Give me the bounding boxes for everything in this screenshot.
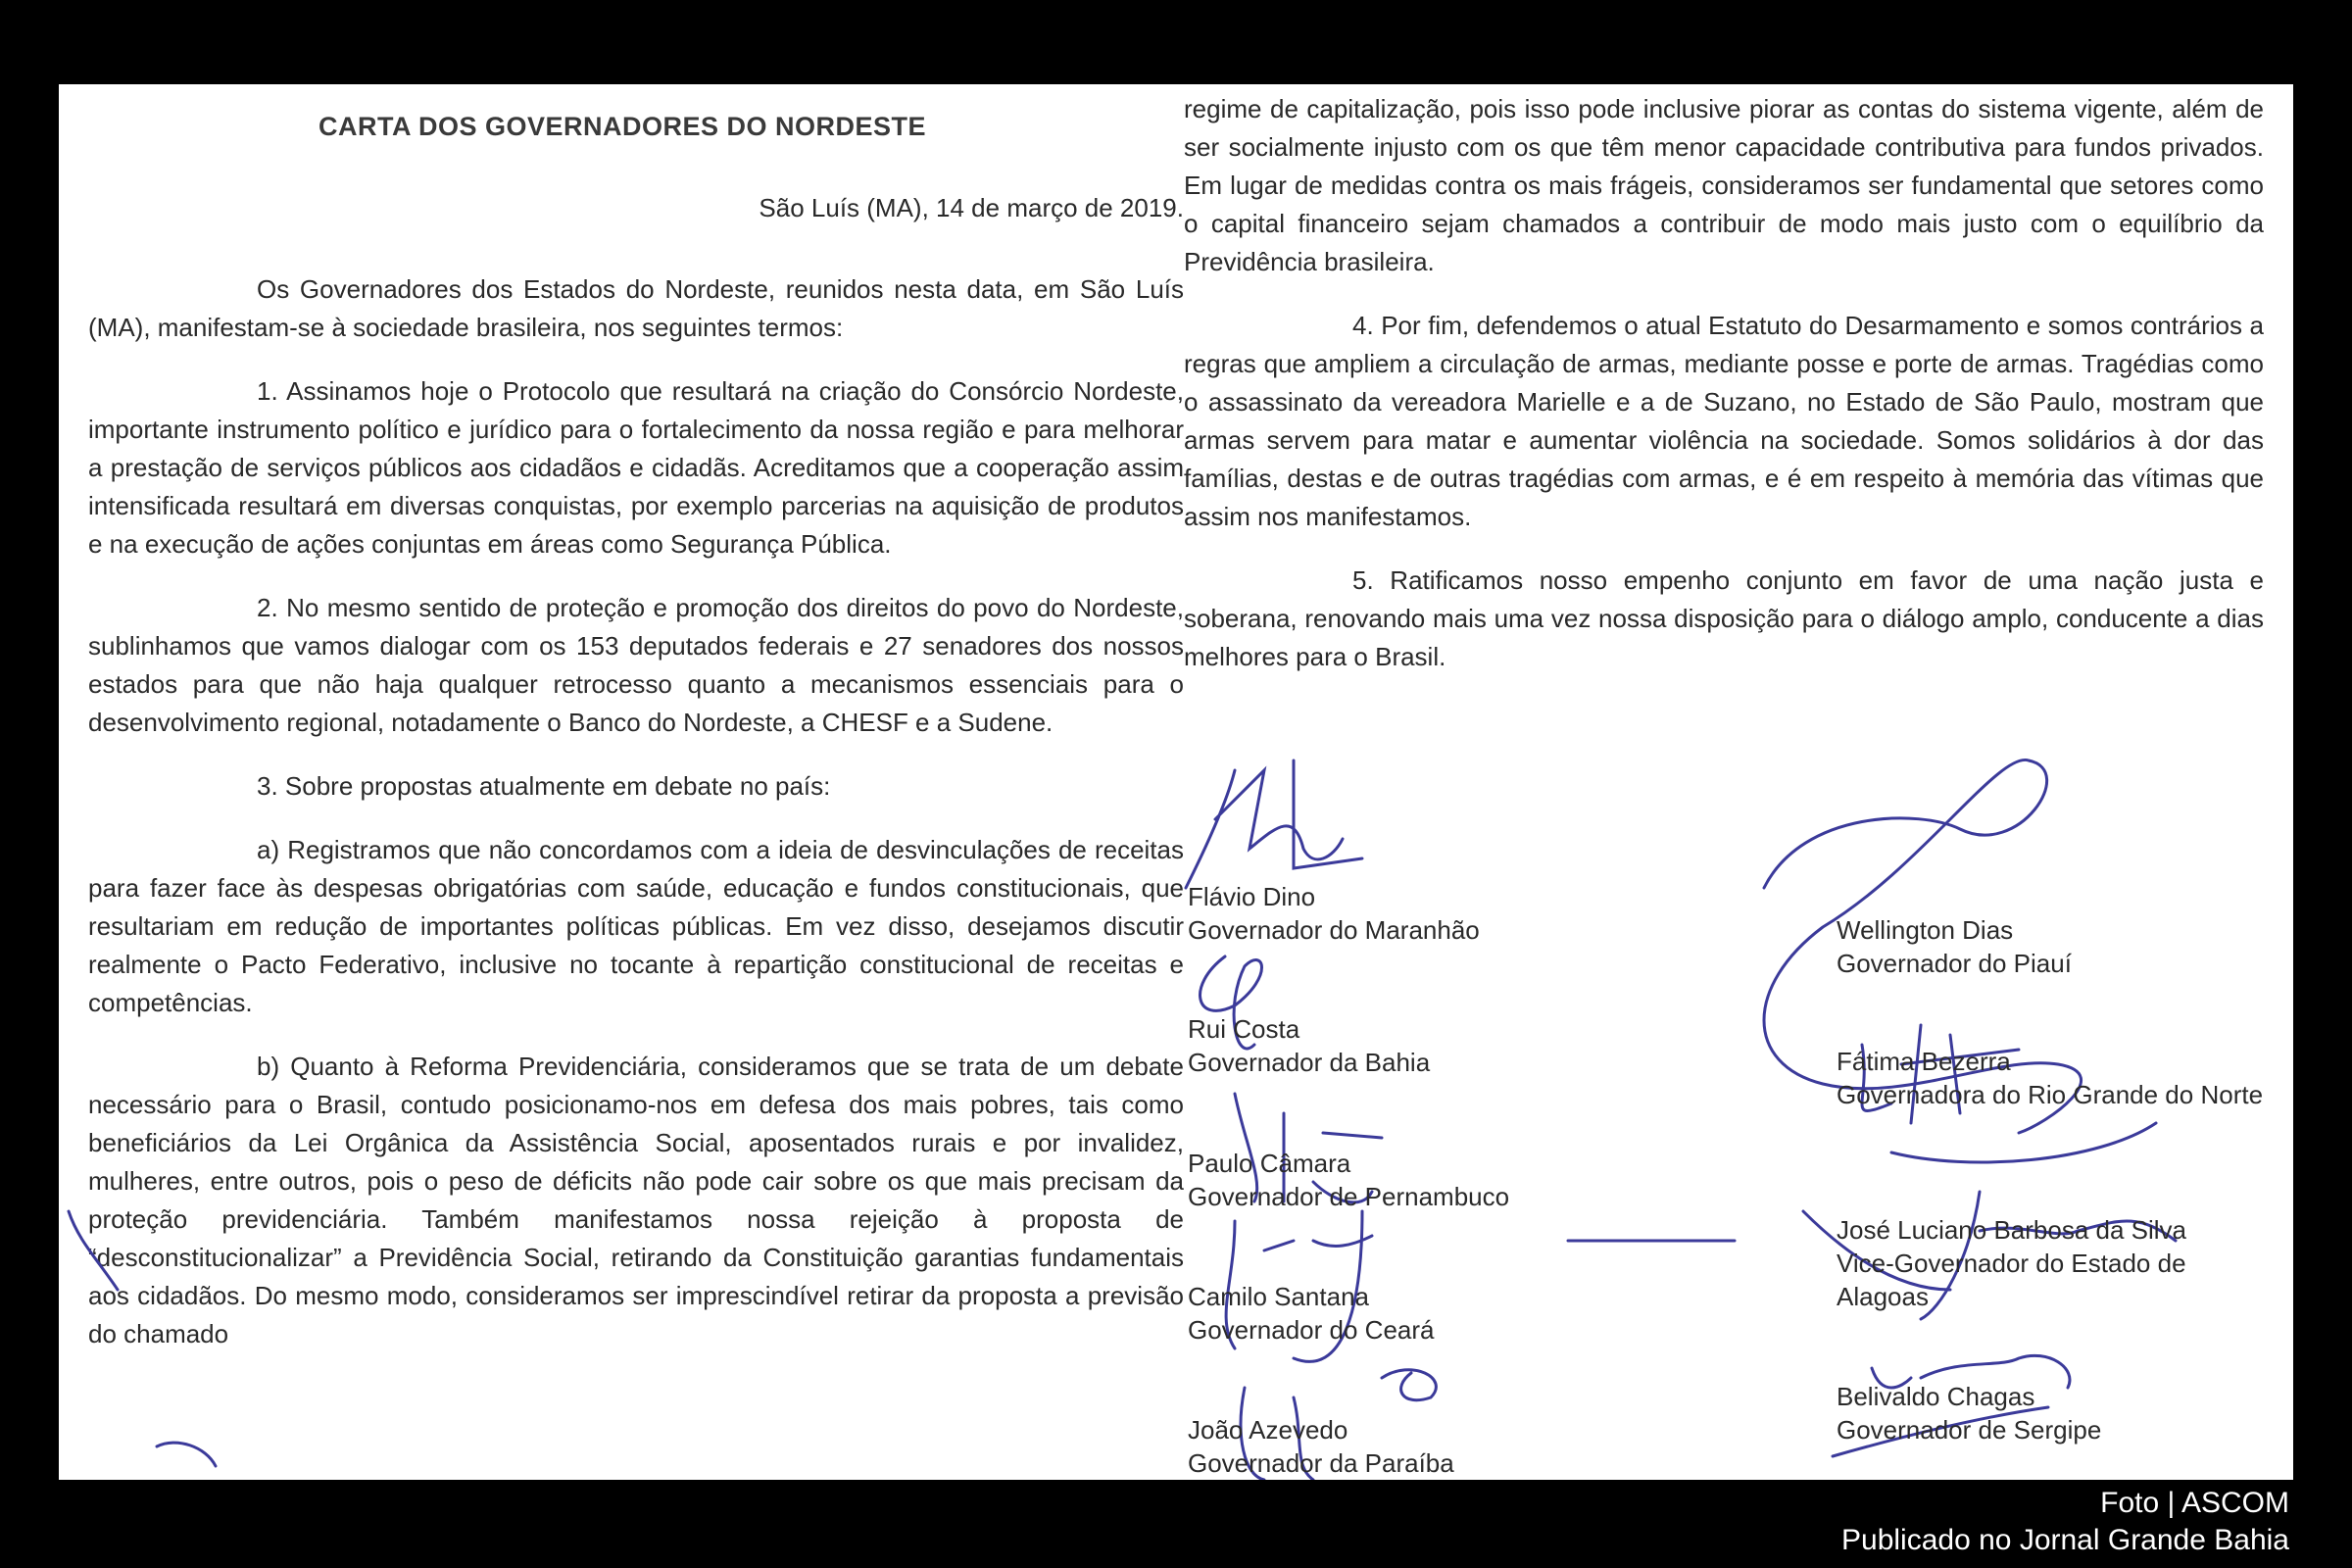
signatory-role: Vice-Governador do Estado de Alagoas — [1837, 1249, 2186, 1311]
paragraph-4: 4. Por fim, defendemos o atual Estatuto do Desarmamento e somos contrários a regras que ampliem a circulação de armas, mediante posse e porte de armas. Tragédias como o assassinato da vereadora Marielle e a de Suzano, no Estado de São Paulo, mostram que armas servem para matar e aumentar violência na sociedade. Somos solidários à dor das famílias, destas e de outras tragédias com armas, e é em respeito à memória das vítimas que assim nos manifestamos. — [1184, 311, 2264, 531]
signatory-role: Governador do Piauí — [1837, 949, 2072, 978]
letter-title: CARTA DOS GOVERNADORES DO NORDESTE — [318, 112, 927, 141]
paragraph-2: 2. No mesmo sentido de proteção e promoção dos direitos do povo do Nordeste, sublinhamos que vamos dialogar com os 153 deputados federais e 27 senadores dos nossos estados para que não haja qualquer retrocesso quanto a mecanismos essenciais para o desenvolvimento regional, notadamente o Banco do Nordeste, a CHESF e a Sudene. — [88, 593, 1184, 737]
paragraph-3: 3. Sobre propostas atualmente em debate no país: — [257, 771, 831, 801]
signatory-5 — [1188, 1147, 1509, 1213]
signatory-1 — [1188, 880, 1480, 947]
signatory-8 — [1837, 1380, 2101, 1446]
signatory-role: Governador do Ceará — [1188, 1315, 1435, 1345]
signatory-role: Governadora do Rio Grande do Norte — [1837, 1080, 2264, 1109]
paragraph-3b-continued: regime de capitalização, pois isso pode inclusive piorar as contas do sistema vigente, além de ser socialmente injusto com os que têm menor capacidade contributiva para fundos privados. Em lugar de medidas contra os mais frágeis, consideramos ser fundamental que setores como o capital financeiro sejam chamados a contribuir de modo mais justo com o equilíbrio da Previdência brasileira. — [1184, 94, 2264, 276]
signatory-name: Flávio Dino — [1188, 882, 1316, 911]
signatory-name: Rui Costa — [1188, 1014, 1300, 1044]
paragraph-1: 1. Assinamos hoje o Protocolo que resultará na criação do Consórcio Nordeste, importante instrumento político e jurídico para o fortalecimento da nossa região e para melhorar a prestação de serviços públicos aos cidadãos e cidadãs. Acreditamos que a cooperação assim intensificada resultará em diversas conquistas, por exemplo parcerias na aquisição de produtos e na execução de ações conjuntas em áreas como Segurança Pública. — [88, 376, 1184, 559]
signatory-name: Paulo Câmara — [1188, 1149, 1351, 1178]
signatory-name: Wellington Dias — [1837, 915, 2014, 945]
publication-credit: Publicado no Jornal Grande Bahia — [1841, 1524, 2289, 1556]
paragraph-3b: b) Quanto à Reforma Previdenciária, consideramos que se trata de um debate necessário para o Brasil, contudo posicionamo-nos em defesa dos mais pobres, tais como beneficiários da Lei Orgânica da Assistência Social, aposentados rurais e por invalidez, mulheres, entre outros, pois o peso de déficits não pode cair sobre os que mais precisam da proteção previdenciária. Também manifestamos nossa rejeição à proposta de “desconstitucionalizar” a Previdência Social, retirando da Constituição garantias fundamentais aos cidadãos. Do mesmo modo, consideramos ser imprescindível retirar da proposta a previsão do chamado — [88, 1052, 1184, 1348]
intro-paragraph: Os Governadores dos Estados do Nordeste, reunidos nesta data, em São Luís (MA), manifestam-se à sociedade brasileira, nos seguintes termos: — [88, 274, 1184, 342]
signatory-role: Governador da Bahia — [1188, 1048, 1431, 1077]
photo-credit: Foto | ASCOM — [2100, 1487, 2289, 1519]
signatory-role: Governador da Paraíba — [1188, 1448, 1454, 1478]
signatory-role: Governador de Sergipe — [1837, 1415, 2102, 1445]
signatory-name: José Luciano Barbosa da Silva — [1837, 1215, 2187, 1245]
signatory-name: Camilo Santana — [1188, 1282, 1369, 1311]
signatory-name: Fátima Bezerra — [1837, 1047, 2011, 1076]
letter-date: São Luís (MA), 14 de março de 2019. — [759, 193, 1184, 222]
signatory-name: João Azevedo — [1188, 1415, 1348, 1445]
signatures-block — [59, 84, 2293, 1480]
signatory-role: Governador de Pernambuco — [1188, 1182, 1510, 1211]
signatory-2 — [1837, 913, 2072, 980]
signatory-4 — [1837, 1045, 2268, 1111]
paragraph-3a: a) Registramos que não concordamos com a ideia de desvinculações de receitas para fazer face às despesas obrigatórias com saúde, educação e fundos constitucionais, que resultariam em redução de importantes políticas públicas. Em vez disso, desejamos discutir realmente o Pacto Federativo, inclusive no tocante à repartição constitucional de receitas e competências. — [88, 835, 1184, 1017]
signatory-name: Belivaldo Chagas — [1837, 1382, 2035, 1411]
signatory-6 — [1837, 1213, 2268, 1313]
paragraph-5: 5. Ratificamos nosso empenho conjunto em favor de uma nação justa e soberana, renovando mais uma vez nossa disposição para o diálogo amplo, conducente a dias melhores para o Brasil. — [1184, 565, 2264, 671]
signatory-3 — [1188, 1012, 1430, 1079]
signatory-7 — [1188, 1280, 1434, 1347]
signatory-role: Governador do Maranhão — [1188, 915, 1480, 945]
letter-page — [59, 84, 2293, 1480]
signatory-9 — [1188, 1413, 1454, 1480]
